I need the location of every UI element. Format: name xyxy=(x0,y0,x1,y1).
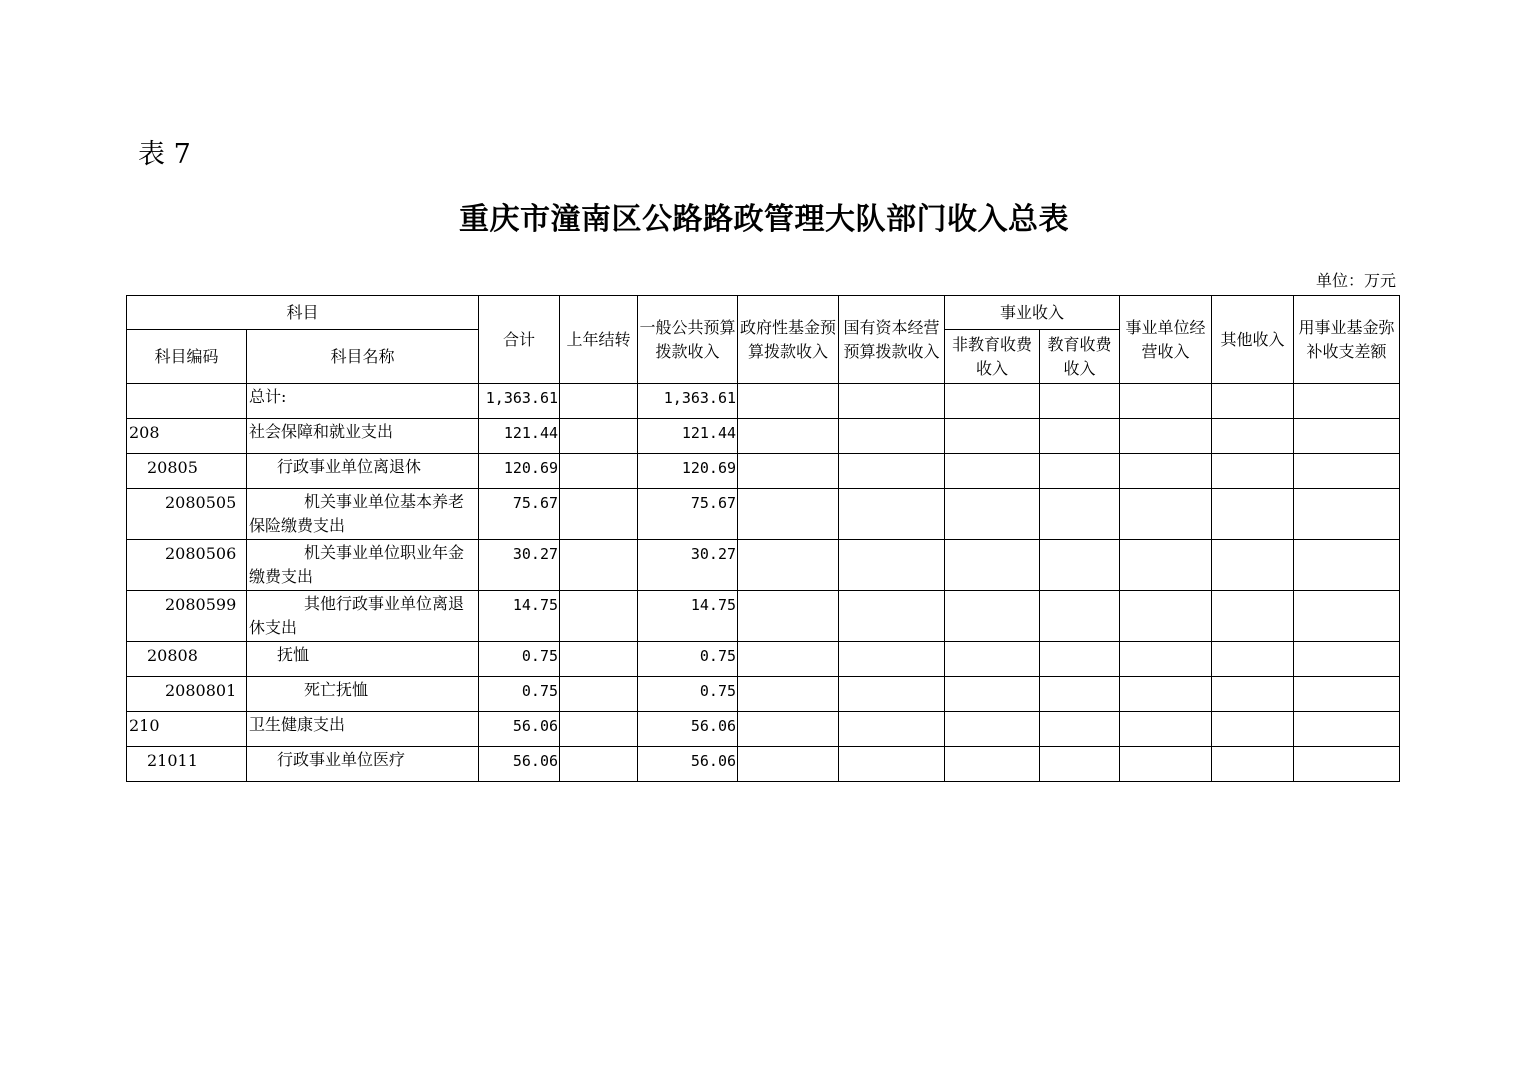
header-fund-offset: 用事业基金弥补收支差额 xyxy=(1294,296,1400,384)
income-summary-table xyxy=(126,295,1400,782)
empty-cell xyxy=(839,642,945,677)
name-cell: 行政事业单位离退休 xyxy=(247,454,479,489)
empty-cell xyxy=(945,642,1040,677)
empty-cell xyxy=(560,489,638,540)
empty-cell xyxy=(1120,419,1212,454)
general-budget-cell: 14.75 xyxy=(638,591,738,642)
empty-cell xyxy=(738,642,839,677)
empty-cell xyxy=(1040,489,1120,540)
empty-cell xyxy=(1040,540,1120,591)
name-cell: 死亡抚恤 xyxy=(247,677,479,712)
total-cell: 30.27 xyxy=(479,540,560,591)
general-budget-cell: 56.06 xyxy=(638,712,738,747)
empty-cell xyxy=(1120,712,1212,747)
total-cell: 0.75 xyxy=(479,677,560,712)
empty-cell xyxy=(1212,419,1294,454)
name-cell: 抚恤 xyxy=(247,642,479,677)
header-non-edu-fee: 非教育收费收入 xyxy=(945,330,1040,384)
empty-cell xyxy=(1294,677,1400,712)
empty-cell xyxy=(1120,642,1212,677)
empty-cell xyxy=(839,419,945,454)
empty-cell xyxy=(560,712,638,747)
empty-cell xyxy=(945,419,1040,454)
empty-cell xyxy=(1120,454,1212,489)
empty-cell xyxy=(1040,454,1120,489)
name-cell: 行政事业单位医疗 xyxy=(247,747,479,782)
empty-cell xyxy=(1294,454,1400,489)
general-budget-cell: 1,363.61 xyxy=(638,384,738,419)
header-business-income: 事业收入 xyxy=(945,296,1120,330)
empty-cell xyxy=(839,712,945,747)
empty-cell xyxy=(560,642,638,677)
empty-cell xyxy=(1212,384,1294,419)
total-cell: 1,363.61 xyxy=(479,384,560,419)
table-row xyxy=(127,419,1400,454)
empty-cell xyxy=(560,591,638,642)
code-cell: 210 xyxy=(127,712,247,747)
name-cell: 机关事业单位职业年金缴费支出 xyxy=(247,540,479,591)
total-cell: 14.75 xyxy=(479,591,560,642)
table-row xyxy=(127,747,1400,782)
empty-cell xyxy=(1040,384,1120,419)
empty-cell xyxy=(1040,712,1120,747)
empty-cell xyxy=(1294,489,1400,540)
header-other: 其他收入 xyxy=(1212,296,1294,384)
empty-cell xyxy=(1294,540,1400,591)
empty-cell xyxy=(1212,677,1294,712)
general-budget-cell: 121.44 xyxy=(638,419,738,454)
empty-cell xyxy=(1212,712,1294,747)
table-row xyxy=(127,677,1400,712)
empty-cell xyxy=(560,747,638,782)
header-edu-fee: 教育收费收入 xyxy=(1040,330,1120,384)
table-row xyxy=(127,454,1400,489)
empty-cell xyxy=(945,384,1040,419)
empty-cell xyxy=(560,419,638,454)
code-cell: 21011 xyxy=(127,747,247,782)
page-title: 重庆市潼南区公路路政管理大队部门收入总表 xyxy=(459,202,1069,237)
empty-cell xyxy=(1212,489,1294,540)
empty-cell xyxy=(1212,747,1294,782)
name-cell: 其他行政事业单位离退休支出 xyxy=(247,591,479,642)
table-row xyxy=(127,384,1400,419)
empty-cell xyxy=(945,747,1040,782)
header-code: 科目编码 xyxy=(127,330,247,384)
name-cell: 社会保障和就业支出 xyxy=(247,419,479,454)
empty-cell xyxy=(560,384,638,419)
header-subject: 科目 xyxy=(127,296,479,330)
code-cell: 208 xyxy=(127,419,247,454)
total-cell: 121.44 xyxy=(479,419,560,454)
empty-cell xyxy=(945,591,1040,642)
empty-cell xyxy=(1040,677,1120,712)
empty-cell xyxy=(1212,540,1294,591)
code-cell: 2080801 xyxy=(127,677,247,712)
name-cell: 总计: xyxy=(247,384,479,419)
header-general-budget: 一般公共预算拨款收入 xyxy=(638,296,738,384)
empty-cell xyxy=(738,454,839,489)
empty-cell xyxy=(1040,419,1120,454)
empty-cell xyxy=(560,454,638,489)
code-cell: 2080599 xyxy=(127,591,247,642)
total-cell: 75.67 xyxy=(479,489,560,540)
empty-cell xyxy=(839,489,945,540)
header-state-capital: 国有资本经营预算拨款收入 xyxy=(839,296,945,384)
empty-cell xyxy=(1294,419,1400,454)
empty-cell xyxy=(945,712,1040,747)
empty-cell xyxy=(1212,642,1294,677)
empty-cell xyxy=(1120,489,1212,540)
header-total: 合计 xyxy=(479,296,560,384)
empty-cell xyxy=(839,454,945,489)
empty-cell xyxy=(738,489,839,540)
unit-label: 单位：万元 xyxy=(1315,271,1396,290)
table-row xyxy=(127,712,1400,747)
code-cell: 20805 xyxy=(127,454,247,489)
code-cell xyxy=(127,384,247,419)
header-carryover: 上年结转 xyxy=(560,296,638,384)
empty-cell xyxy=(945,454,1040,489)
empty-cell xyxy=(1212,454,1294,489)
empty-cell xyxy=(738,712,839,747)
empty-cell xyxy=(1212,591,1294,642)
empty-cell xyxy=(738,419,839,454)
code-cell: 2080506 xyxy=(127,540,247,591)
empty-cell xyxy=(1294,642,1400,677)
table-row xyxy=(127,540,1400,591)
general-budget-cell: 120.69 xyxy=(638,454,738,489)
empty-cell xyxy=(1294,384,1400,419)
table-row xyxy=(127,591,1400,642)
empty-cell xyxy=(560,540,638,591)
general-budget-cell: 0.75 xyxy=(638,642,738,677)
total-cell: 56.06 xyxy=(479,747,560,782)
code-cell: 2080505 xyxy=(127,489,247,540)
empty-cell xyxy=(738,540,839,591)
empty-cell xyxy=(1040,642,1120,677)
empty-cell xyxy=(738,747,839,782)
name-cell: 机关事业单位基本养老保险缴费支出 xyxy=(247,489,479,540)
table-row xyxy=(127,642,1400,677)
empty-cell xyxy=(738,384,839,419)
code-cell: 20808 xyxy=(127,642,247,677)
empty-cell xyxy=(945,489,1040,540)
total-cell: 0.75 xyxy=(479,642,560,677)
name-cell: 卫生健康支出 xyxy=(247,712,479,747)
empty-cell xyxy=(1120,591,1212,642)
empty-cell xyxy=(839,540,945,591)
table-row xyxy=(127,489,1400,540)
general-budget-cell: 75.67 xyxy=(638,489,738,540)
empty-cell xyxy=(1120,384,1212,419)
table-number: 表 7 xyxy=(138,139,191,170)
total-cell: 56.06 xyxy=(479,712,560,747)
general-budget-cell: 30.27 xyxy=(638,540,738,591)
empty-cell xyxy=(560,677,638,712)
empty-cell xyxy=(1120,677,1212,712)
header-unit-operating: 事业单位经营收入 xyxy=(1120,296,1212,384)
empty-cell xyxy=(1120,747,1212,782)
empty-cell xyxy=(1120,540,1212,591)
empty-cell xyxy=(945,540,1040,591)
total-cell: 120.69 xyxy=(479,454,560,489)
empty-cell xyxy=(738,677,839,712)
general-budget-cell: 0.75 xyxy=(638,677,738,712)
general-budget-cell: 56.06 xyxy=(638,747,738,782)
header-name: 科目名称 xyxy=(247,330,479,384)
empty-cell xyxy=(738,591,839,642)
empty-cell xyxy=(839,677,945,712)
empty-cell xyxy=(839,747,945,782)
empty-cell xyxy=(1294,591,1400,642)
empty-cell xyxy=(1294,712,1400,747)
empty-cell xyxy=(1040,747,1120,782)
empty-cell xyxy=(1294,747,1400,782)
empty-cell xyxy=(839,591,945,642)
header-gov-fund: 政府性基金预算拨款收入 xyxy=(738,296,839,384)
empty-cell xyxy=(945,677,1040,712)
empty-cell xyxy=(839,384,945,419)
empty-cell xyxy=(1040,591,1120,642)
